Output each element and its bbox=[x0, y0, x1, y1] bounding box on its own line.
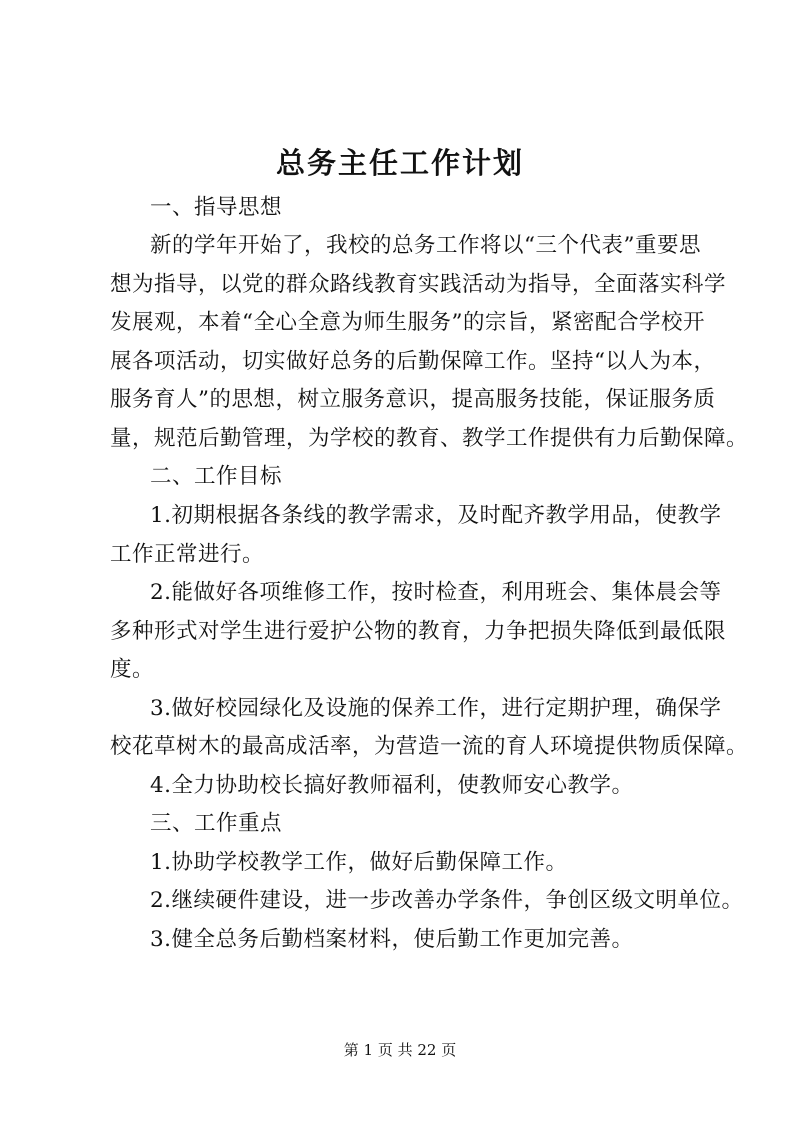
paragraph-line: 量，规范后勤管理，为学校的教育、教学工作提供有力后勤保障。 bbox=[110, 426, 749, 451]
paragraph-line: 新的学年开始了，我校的总务工作将以“三个代表”重要思 bbox=[150, 233, 701, 258]
paragraph-line: 度。 bbox=[110, 657, 155, 682]
paragraph-line: 校花草树木的最高成活率，为营造一流的育人环境提供物质保障。 bbox=[110, 734, 749, 759]
section-heading: 一、指导思想 bbox=[150, 195, 283, 220]
paragraph-line: 想为指导，以党的群众路线教育实践活动为指导，全面落实科学 bbox=[110, 272, 727, 297]
page-footer: 第 1 页 共 22 页 bbox=[343, 1041, 457, 1059]
paragraph-line: 1.协助学校教学工作，做好后勤保障工作。 bbox=[150, 850, 568, 875]
paragraph-line: 2.能做好各项维修工作，按时检查，利用班会、集体晨会等 bbox=[150, 580, 722, 605]
paragraph-line: 多种形式对学生进行爱护公物的教育，力争把损失降低到最低限 bbox=[110, 619, 727, 644]
paragraph-line: 4.全力协助校长搞好教师福利，使教师安心教学。 bbox=[150, 773, 634, 798]
paragraph-line: 工作正常进行。 bbox=[110, 542, 265, 567]
paragraph-line: 2.继续硬件建设，进一步改善办学条件，争创区级文明单位。 bbox=[150, 888, 744, 913]
paragraph-line: 3.做好校园绿化及设施的保养工作，进行定期护理，确保学 bbox=[150, 696, 722, 721]
paragraph-line: 发展观，本着“全心全意为师生服务”的宗旨，紧密配合学校开 bbox=[110, 310, 705, 335]
paragraph-line: 展各项活动，切实做好总务的后勤保障工作。坚持“以人为本， bbox=[110, 349, 716, 374]
section-heading: 二、工作目标 bbox=[150, 464, 283, 489]
section-heading: 三、工作重点 bbox=[150, 811, 283, 836]
document-title: 总务主任工作计划 bbox=[275, 146, 524, 180]
paragraph-line: 1.初期根据各条线的教学需求，及时配齐教学用品，使教学 bbox=[150, 503, 722, 528]
paragraph-line: 服务育人”的思想，树立服务意识，提高服务技能，保证服务质 bbox=[110, 387, 716, 412]
paragraph-line: 3.健全总务后勤档案材料，使后勤工作更加完善。 bbox=[150, 927, 634, 952]
